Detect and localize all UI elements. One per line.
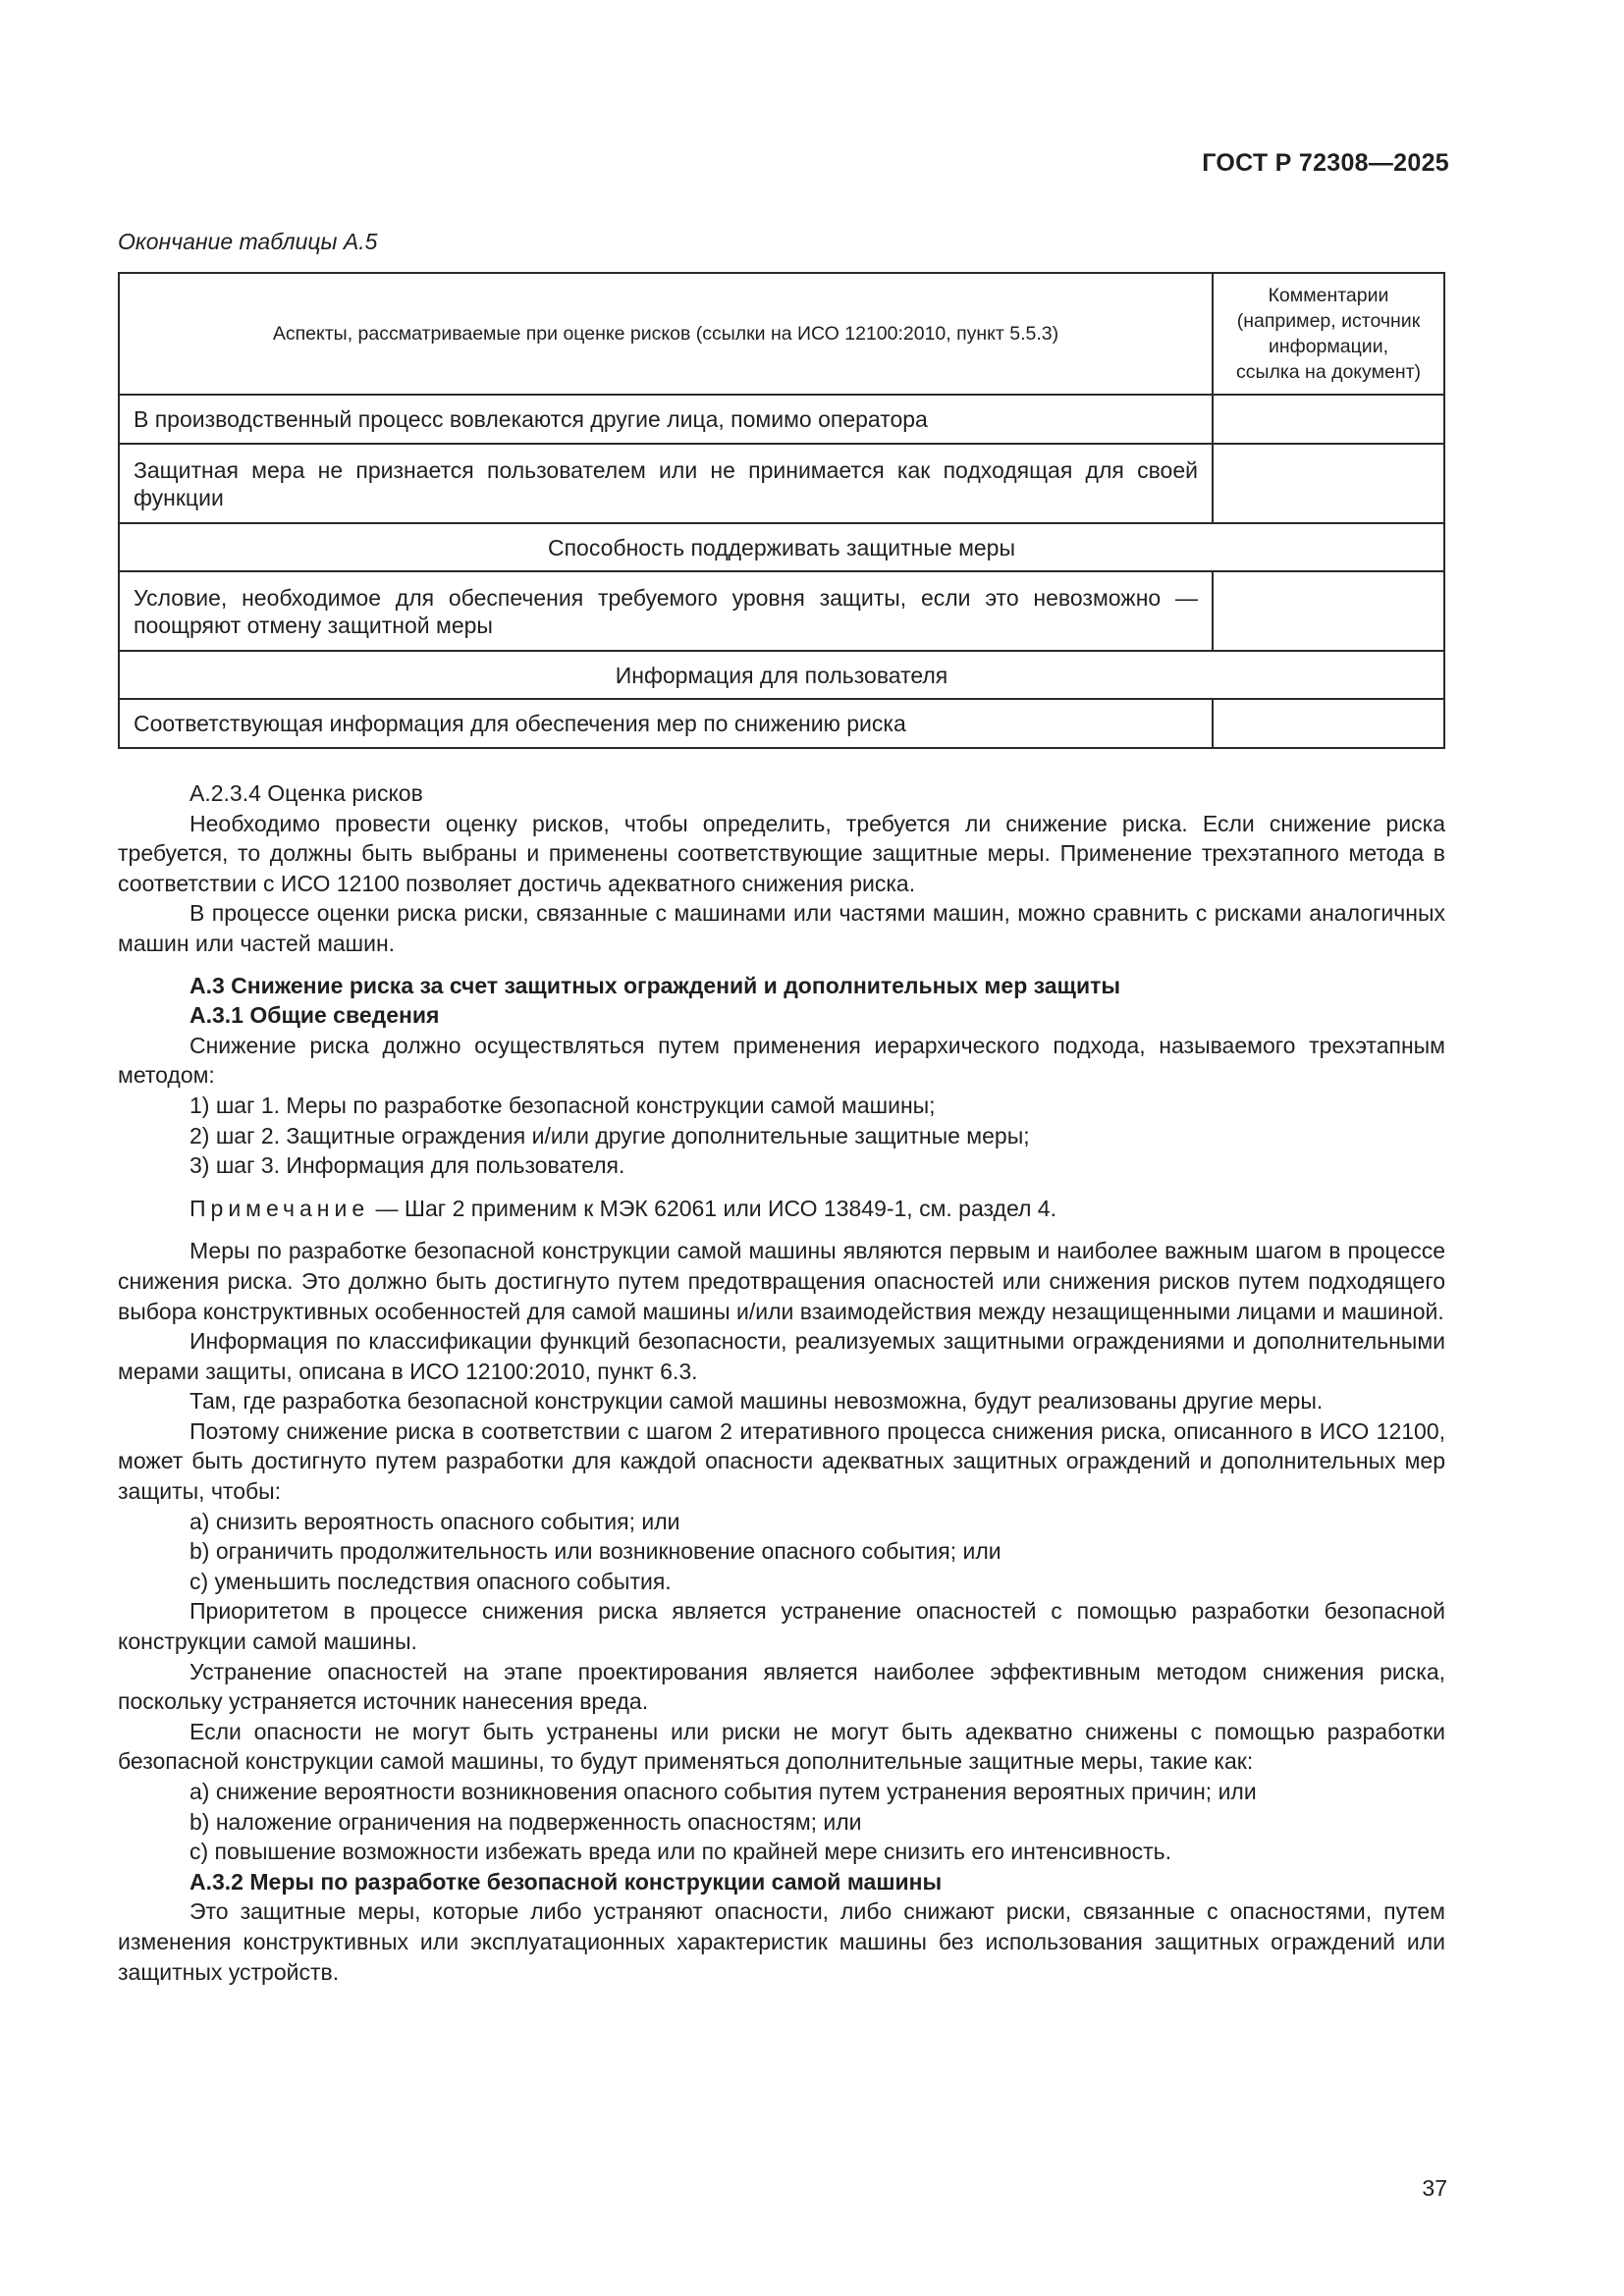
comments-header-line: Комментарии xyxy=(1268,285,1389,306)
list-item: b) наложение ограничения на подверженность опасностям; или xyxy=(189,1808,862,1835)
paragraph: Это защитные меры, которые либо устраняют опасности, либо снижают риски, связанные с опасностями, путем изменения конструктивных или эксплуатационных характеристик машины без использования защитных ограждений или защитных устройств. xyxy=(118,1898,1445,1985)
note-label: Примечание xyxy=(189,1195,370,1221)
section-heading: А.3 Снижение риска за счет защитных ограждений и дополнительных мер защиты xyxy=(189,972,1121,998)
table-caption: Окончание таблицы А.5 xyxy=(118,229,378,254)
list-item: 1) шаг 1. Меры по разработке безопасной конструкции самой машины; xyxy=(189,1092,936,1118)
document-code: ГОСТ Р 72308—2025 xyxy=(1202,149,1449,177)
table-section-row xyxy=(119,523,1444,571)
section-title-cell: Способность поддерживать защитные меры xyxy=(119,523,1444,571)
aspect-cell: Защитная мера не признается пользователем или не принимается как подходящая для своей функции xyxy=(119,444,1213,523)
paragraph: Информация по классификации функций безопасности, реализуемых защитными ограждениями и дополнительными мерами защиты, описана в ИСО 12100:2010, пункт 6.3. xyxy=(118,1328,1445,1384)
list-item: 2) шаг 2. Защитные ограждения и/или другие дополнительные защитные меры; xyxy=(189,1122,1030,1148)
list-item: c) повышение возможности избежать вреда или по крайней мере снизить его интенсивность. xyxy=(189,1839,1172,1865)
paragraph: Необходимо провести оценку рисков, чтобы определить, требуется ли снижение риска. Если снижение риска требуется, то должны быть выбраны и применены соответствующие защитные меры. Применение трехэтапного метода в соответствии с ИСО 12100 позволяет достичь адекватного снижения риска. xyxy=(118,810,1445,896)
comments-header-line: (например, источник xyxy=(1236,310,1421,332)
comments-header-line: информации, xyxy=(1268,336,1389,357)
table-section-row xyxy=(119,651,1444,699)
comment-cell xyxy=(1213,571,1444,651)
comment-cell xyxy=(1213,395,1444,444)
subsection-heading: А.3.2 Меры по разработке безопасной конструкции самой машины xyxy=(189,1868,943,1895)
paragraph: Снижение риска должно осуществляться путем применения иерархического подхода, называемого трехэтапным методом: xyxy=(118,1032,1445,1089)
table-row xyxy=(119,699,1444,748)
comment-cell xyxy=(1213,444,1444,523)
list-item: c) уменьшить последствия опасного события. xyxy=(189,1568,672,1594)
paragraph: Если опасности не могут быть устранены или риски не могут быть адекватно снижены с помощью разработки безопасной конструкции самой машины, то будут применяться дополнительные защитные меры, такие как: xyxy=(118,1718,1445,1775)
aspect-cell: Соответствующая информация для обеспечения мер по снижению риска xyxy=(119,699,1213,748)
list-item: a) снизить вероятность опасного события; или xyxy=(189,1508,680,1534)
subsection-title: А.2.3.4 Оценка рисков xyxy=(189,780,423,806)
comment-cell xyxy=(1213,699,1444,748)
aspect-cell: В производственный процесс вовлекаются другие лица, помимо оператора xyxy=(119,395,1213,444)
comments-header-line: ссылка на документ) xyxy=(1235,361,1422,383)
table-row xyxy=(119,571,1444,651)
paragraph: В процессе оценки риска риски, связанные с машинами или частями машин, можно сравнить с рисками аналогичных машин или частей машин. xyxy=(118,900,1445,956)
page-number: 37 xyxy=(1422,2175,1447,2201)
risk-aspects-table xyxy=(118,272,1445,749)
list-item: a) снижение вероятности возникновения опасного события путем устранения вероятных причин; или xyxy=(189,1779,1257,1804)
table-header-row xyxy=(119,273,1444,395)
section-title-cell: Информация для пользователя xyxy=(119,651,1444,699)
note xyxy=(118,1194,1445,1224)
table-row xyxy=(119,444,1444,523)
body-text xyxy=(118,778,1445,1987)
table-header-aspects: Аспекты, рассматриваемые при оценке рисков (ссылки на ИСО 12100:2010, пункт 5.5.3) xyxy=(119,273,1213,395)
paragraph: Поэтому снижение риска в соответствии с шагом 2 итеративного процесса снижения риска, описанного в ИСО 12100, может быть достигнуто путем разработки для каждой опасности адекватных защитных ограждений и дополнительных мер защиты, чтобы: xyxy=(118,1417,1445,1505)
paragraph: Устранение опасностей на этапе проектирования является наиболее эффективным методом снижения риска, поскольку устраняется источник нанесения вреда. xyxy=(118,1658,1445,1715)
aspect-cell: Условие, необходимое для обеспечения требуемого уровня защиты, если это невозможно — поощряют отмену защитной меры xyxy=(119,571,1213,651)
subsection-heading: А.3.1 Общие сведения xyxy=(189,1002,440,1029)
table-row xyxy=(119,395,1444,444)
paragraph: Меры по разработке безопасной конструкции самой машины являются первым и наиболее важным шагом в процессе снижения риска. Это должно быть достигнуто путем предотвращения опасностей или снижения рисков путем подходящего выбора конструктивных особенностей для самой машины и/или взаимодействия между незащищенными лицами и машиной. xyxy=(118,1238,1445,1324)
list-item: b) ограничить продолжительность или возникновение опасного события; или xyxy=(189,1538,1001,1565)
paragraph: Приоритетом в процессе снижения риска является устранение опасностей с помощью разработки безопасной конструкции самой машины. xyxy=(118,1598,1445,1655)
paragraph: Там, где разработка безопасной конструкции самой машины невозможна, будут реализованы другие меры. xyxy=(189,1388,1324,1415)
list-item: 3) шаг 3. Информация для пользователя. xyxy=(189,1152,625,1179)
note-text: — Шаг 2 применим к МЭК 62061 или ИСО 13849-1, см. раздел 4. xyxy=(369,1195,1056,1221)
table-header-comments xyxy=(1213,273,1444,395)
